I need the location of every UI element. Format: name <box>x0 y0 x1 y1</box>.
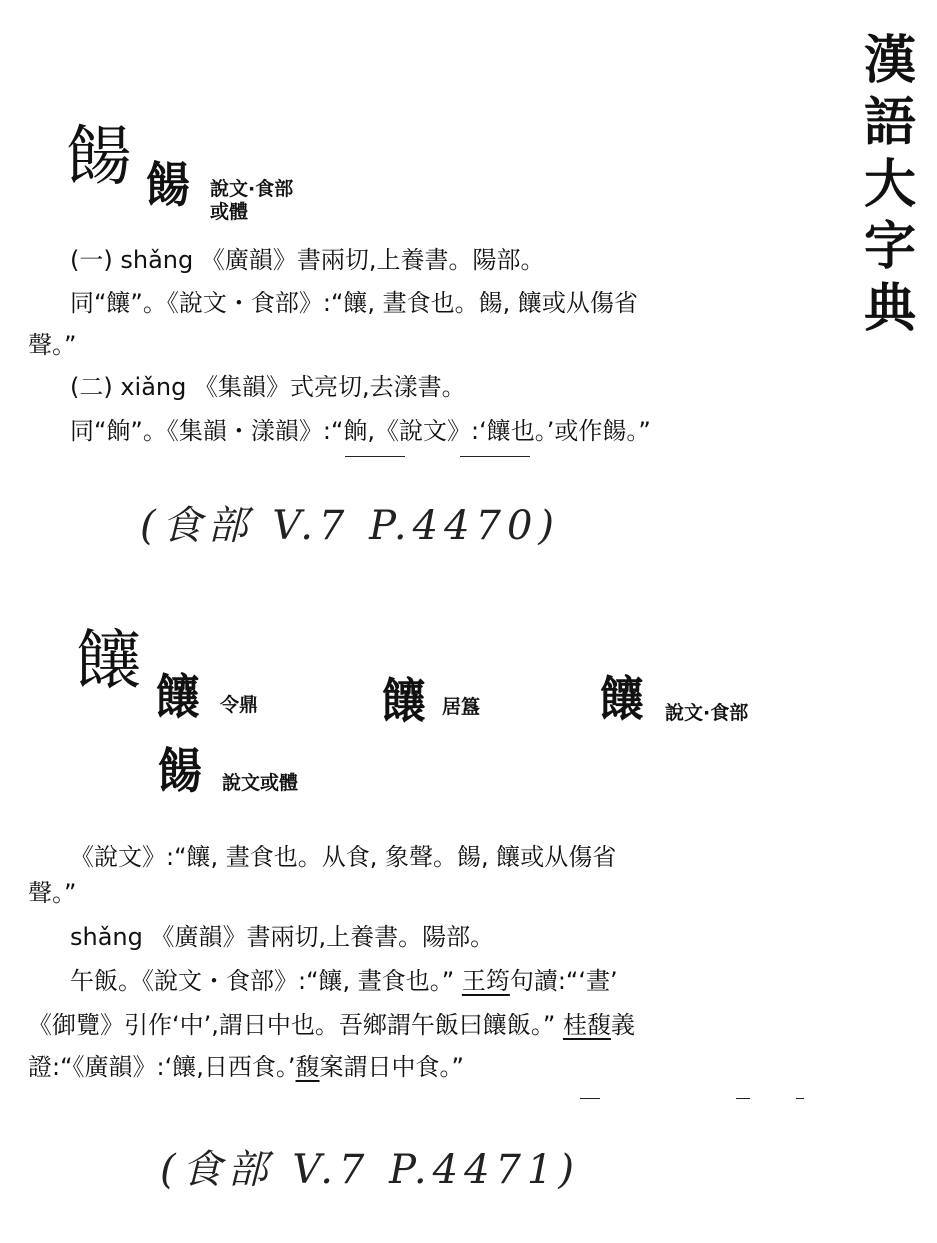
entry-text-line: 同“饟”。《說文・食部》:“饟, 晝食也。餳, 饟或从傷省 <box>70 289 638 317</box>
book-title-char: 典 <box>863 279 916 339</box>
seal-source-line: 或體 <box>210 201 249 223</box>
underlined-person-name: 王筠 <box>461 967 510 995</box>
seal-script-glyph: 餳 <box>146 157 190 214</box>
entry-text-line <box>28 1010 635 1040</box>
entry-text-line: shǎng 《廣韻》書兩切,上養書。陽部。 <box>70 923 495 951</box>
seal-source-label: 說文·食部 <box>665 702 749 724</box>
text-run: 句讀:“‘晝’ <box>509 967 618 995</box>
book-title-char: 字 <box>863 217 916 277</box>
seal-source-label: 居簋 <box>442 696 481 718</box>
seal-script-glyph: 饟 <box>382 673 426 730</box>
seal-source-label: 令鼎 <box>220 694 259 716</box>
seal-script-glyph: 饟 <box>600 671 644 728</box>
entry-text-line <box>70 966 618 996</box>
scan-speck <box>460 456 530 457</box>
scan-speck <box>580 1098 600 1099</box>
entry-text-line: 《說文》:“饟, 晝食也。从食, 象聲。餳, 饟或从傷省 <box>70 843 617 871</box>
book-title-char: 大 <box>863 155 916 215</box>
text-run: 《御覽》引作‘中’,謂日中也。吾鄉謂午飯曰饟飯。” <box>28 1011 563 1039</box>
entry-text-line <box>28 1052 464 1082</box>
entry-text-line: 聲。” <box>28 331 77 359</box>
text-run: 案謂日中食。” <box>319 1053 464 1081</box>
text-run: 證:“《廣韻》:‘饟,日西食。’ <box>28 1053 296 1081</box>
book-title-char: 語 <box>863 93 916 153</box>
seal-source-line: 說文·食部 <box>210 178 294 200</box>
entry-head-character: 餳 <box>66 118 132 195</box>
handwritten-reference-note: (食部 V.7 P.4470) <box>140 503 561 549</box>
handwritten-reference-note: (食部 V.7 P.4471) <box>160 1147 581 1193</box>
book-title-char: 漢 <box>863 31 916 91</box>
scan-speck <box>736 1098 750 1099</box>
entry-head-character: 饟 <box>76 622 142 699</box>
entry-text-line: 聲。” <box>28 879 77 907</box>
seal-source-label: 說文或體 <box>222 772 299 794</box>
underlined-person-name: 桂馥 <box>562 1011 611 1039</box>
seal-source-label <box>210 178 293 224</box>
entry-text-line: (一) shǎng 《廣韻》書兩切,上養書。陽部。 <box>70 246 545 274</box>
entry-text-line: (二) xiǎng 《集韻》式亮切,去漾書。 <box>70 373 466 401</box>
entry-text-line: 同“餉”。《集韻・漾韻》:“餉,《說文》:‘饟也。’或作餳。” <box>70 417 651 445</box>
scan-speck <box>796 1098 804 1099</box>
text-run: 午飯。《說文・食部》:“饟, 晝食也。” <box>70 967 462 995</box>
book-title <box>855 30 925 340</box>
scan-speck <box>345 456 405 457</box>
seal-script-glyph: 饟 <box>156 669 200 726</box>
seal-script-glyph: 餳 <box>158 743 202 800</box>
underlined-person-name: 馥 <box>295 1053 320 1081</box>
text-run: 義 <box>610 1011 635 1039</box>
